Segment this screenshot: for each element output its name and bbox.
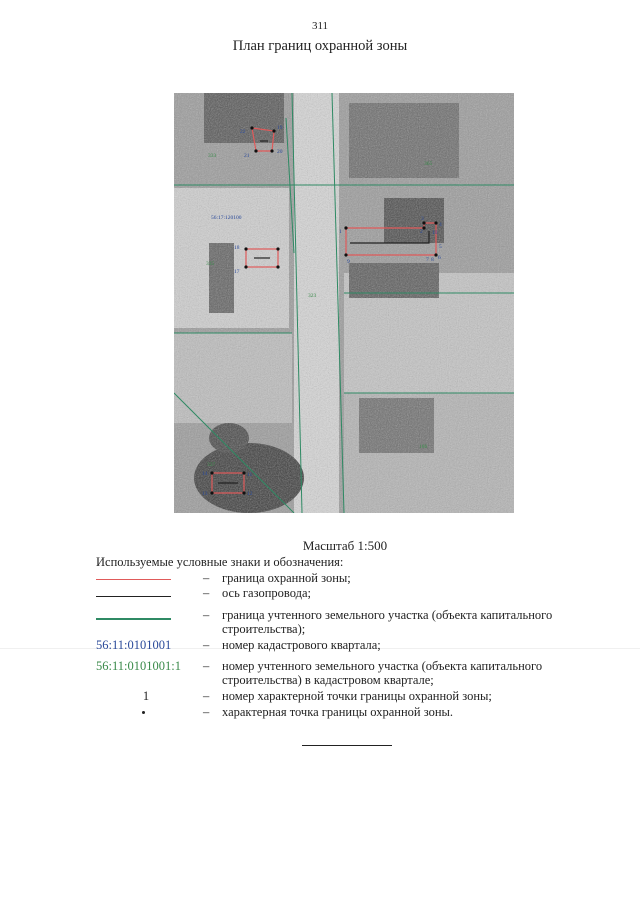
point-number-sample: 1 [142, 689, 150, 703]
parcel-boundary-swatch [96, 618, 171, 620]
point-label: 14 [202, 471, 208, 477]
parcel-label: 186 [419, 444, 428, 450]
point-label: 13 [202, 491, 208, 497]
legend-text: номер учтенного земельного участка (объекта капитального строительства) в кадастровом квартале; [222, 659, 543, 687]
point-label: 18 [234, 245, 240, 251]
point-label: 2 [420, 229, 423, 235]
point-label: 20 [277, 149, 283, 155]
parcel-label: 337 [207, 462, 216, 468]
legend-text: граница охранной зоны; [222, 571, 351, 585]
cadastral-quarter-label: 56:17:120100 [211, 215, 242, 221]
legend-text: ось газопровода; [222, 586, 312, 600]
legend-text: номер кадастрового квартала; [222, 638, 381, 652]
parcel-label: 365 [424, 161, 433, 167]
point-label: 3 [421, 216, 424, 222]
legend-dash: – [203, 571, 210, 585]
point-label: 5 [439, 244, 442, 250]
point-label: 12 [247, 491, 253, 497]
gas-axis-swatch [96, 596, 171, 597]
page-title: План границ охранной зоны [232, 38, 408, 54]
point-label: 4 [439, 222, 442, 228]
road-parcel-label: 323 [308, 293, 317, 299]
point-label: 6 [438, 255, 441, 261]
point-label: 1 [339, 229, 342, 235]
legend-dash: – [203, 705, 210, 719]
point-label: 19 [277, 125, 283, 131]
legend-text: характерная точка границы охранной зоны. [222, 705, 454, 719]
legend-text: граница учтенного земельного участка (объекта капитального строительства); [222, 608, 553, 636]
bottom-rule [302, 745, 392, 746]
point-marker-icon [142, 711, 145, 714]
legend-dash: – [203, 586, 210, 600]
legend-text: номер характерной точки границы охранной зоны; [222, 689, 492, 703]
parcel-label: 335 [206, 261, 215, 267]
point-label: 17 [234, 269, 240, 275]
aerial-map [174, 93, 514, 513]
legend-dash: – [203, 608, 210, 622]
point-label: 9 [347, 259, 350, 265]
point-label: 8 [431, 257, 434, 263]
legend-header: Используемые условные знаки и обозначения: [96, 555, 344, 569]
legend-dash: – [203, 659, 210, 673]
legend-dash: – [203, 638, 210, 652]
point-label: 22 [240, 129, 246, 135]
point-label: 11 [247, 472, 253, 478]
point-label: 21 [244, 153, 250, 159]
zone-boundary-swatch [96, 579, 171, 580]
quarter-number-sample: 56:11:0101001 [96, 638, 172, 652]
page-number: 311 [311, 20, 329, 32]
legend-dash: – [203, 689, 210, 703]
point-label: 7 [426, 257, 429, 263]
parcel-label: 333 [208, 153, 217, 159]
map-scale: Масштаб 1:500 [302, 538, 388, 553]
point-label: 10 [432, 230, 438, 236]
parcel-number-sample: 56:11:0101001:1 [96, 659, 181, 673]
